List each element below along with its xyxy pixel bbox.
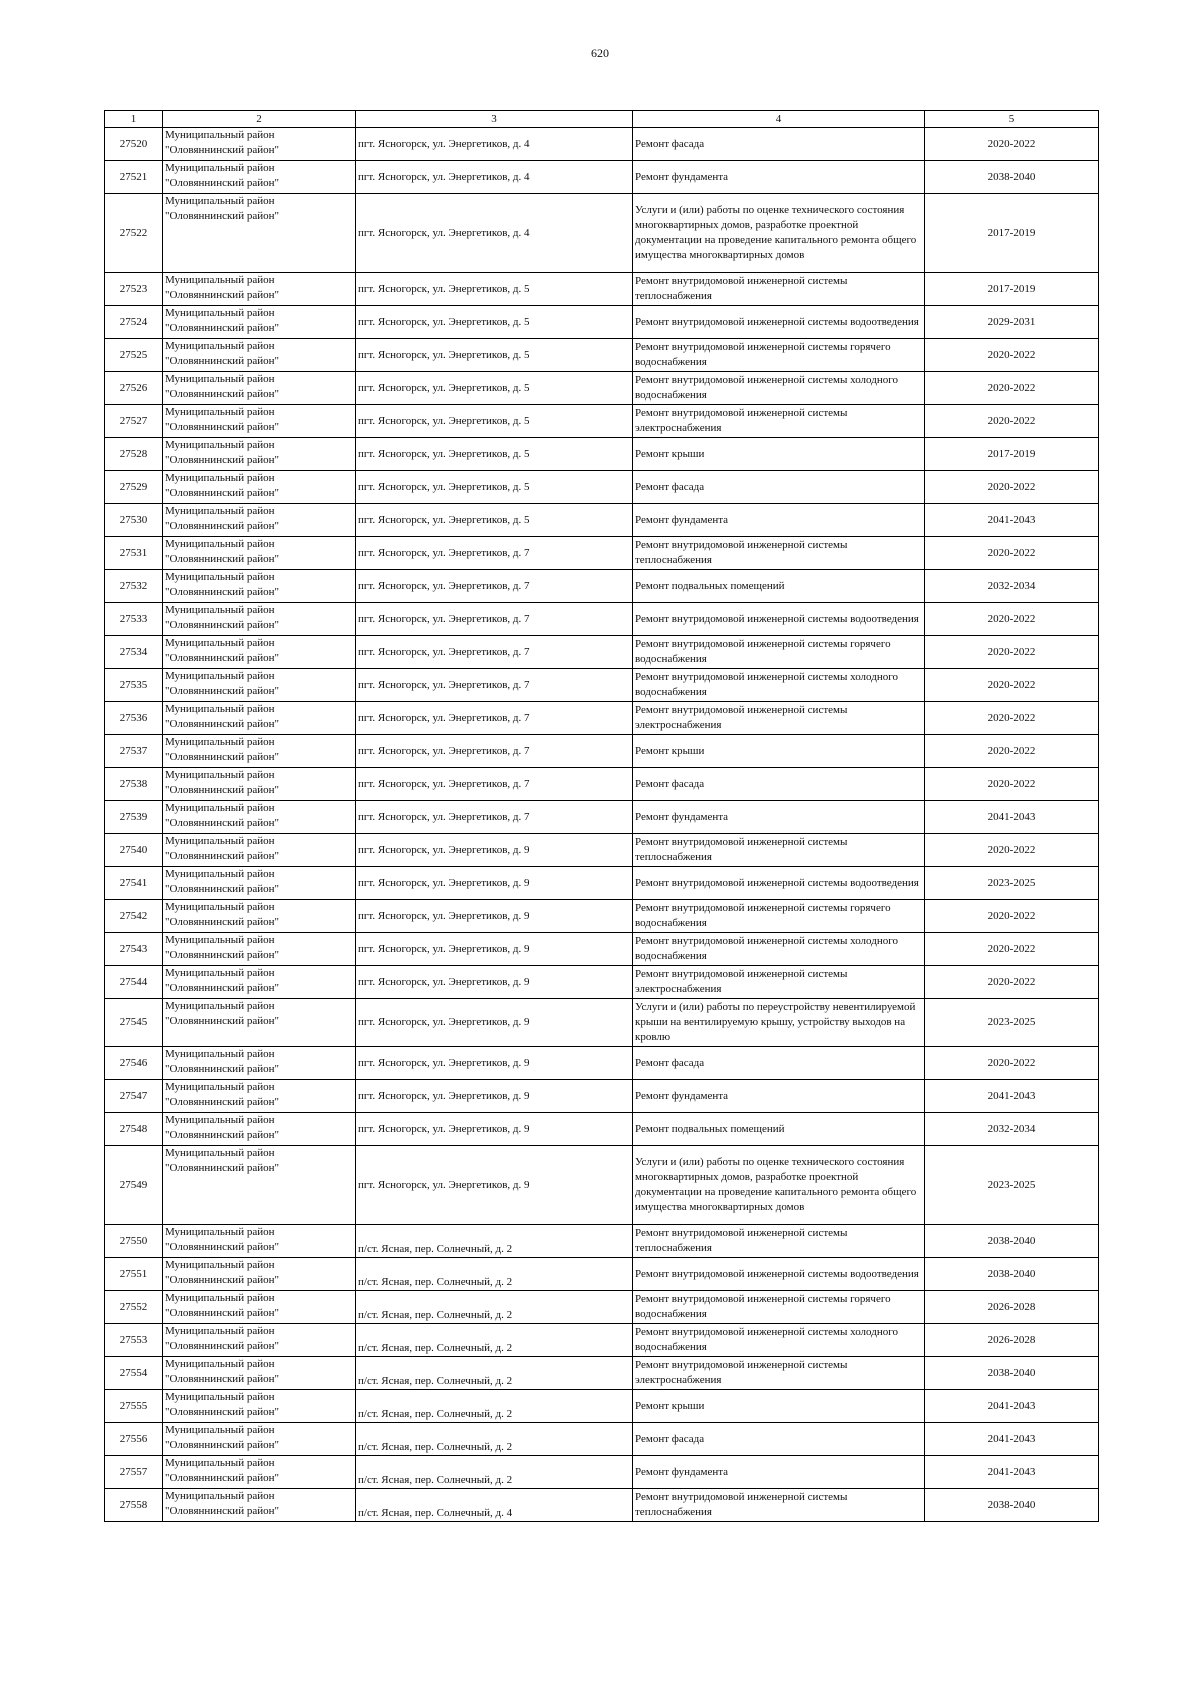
cell-address: п/ст. Ясная, пер. Солнечный, д. 2	[356, 1456, 633, 1489]
cell-number: 27547	[105, 1080, 163, 1113]
cell-municipality: Муниципальный район "Оловяннинский район"	[163, 999, 356, 1047]
table-row	[105, 867, 1099, 900]
cell-municipality: Муниципальный район "Оловяннинский район"	[163, 1113, 356, 1146]
cell-number: 27538	[105, 768, 163, 801]
table-row	[105, 471, 1099, 504]
cell-work-type: Ремонт внутридомовой инженерной системы горячего водоснабжения	[633, 339, 925, 372]
cell-period: 2032-2034	[925, 570, 1099, 603]
cell-address: пгт. Ясногорск, ул. Энергетиков, д. 7	[356, 603, 633, 636]
cell-period: 2020-2022	[925, 372, 1099, 405]
cell-address: пгт. Ясногорск, ул. Энергетиков, д. 9	[356, 1047, 633, 1080]
table-row	[105, 801, 1099, 834]
cell-address: п/ст. Ясная, пер. Солнечный, д. 2	[356, 1423, 633, 1456]
cell-number: 27546	[105, 1047, 163, 1080]
cell-address: пгт. Ясногорск, ул. Энергетиков, д. 5	[356, 405, 633, 438]
column-header: 4	[633, 111, 925, 128]
cell-period: 2023-2025	[925, 867, 1099, 900]
table-row	[105, 1080, 1099, 1113]
cell-period: 2020-2022	[925, 834, 1099, 867]
cell-address: пгт. Ясногорск, ул. Энергетиков, д. 5	[356, 273, 633, 306]
cell-period: 2017-2019	[925, 438, 1099, 471]
cell-municipality: Муниципальный район "Оловяннинский район"	[163, 570, 356, 603]
table-row	[105, 339, 1099, 372]
table-row	[105, 372, 1099, 405]
cell-address: пгт. Ясногорск, ул. Энергетиков, д. 5	[356, 471, 633, 504]
cell-address: пгт. Ясногорск, ул. Энергетиков, д. 7	[356, 735, 633, 768]
cell-address: пгт. Ясногорск, ул. Энергетиков, д. 9	[356, 966, 633, 999]
page-number: 620	[591, 46, 609, 60]
cell-work-type: Ремонт внутридомовой инженерной системы холодного водоснабжения	[633, 1324, 925, 1357]
cell-address: пгт. Ясногорск, ул. Энергетиков, д. 5	[356, 339, 633, 372]
cell-municipality: Муниципальный район "Оловяннинский район"	[163, 1390, 356, 1423]
cell-work-type: Ремонт фасада	[633, 768, 925, 801]
cell-municipality: Муниципальный район "Оловяннинский район"	[163, 405, 356, 438]
cell-work-type: Ремонт крыши	[633, 438, 925, 471]
cell-number: 27531	[105, 537, 163, 570]
cell-number: 27527	[105, 405, 163, 438]
table-row	[105, 1258, 1099, 1291]
cell-work-type: Ремонт внутридомовой инженерной системы теплоснабжения	[633, 834, 925, 867]
cell-municipality: Муниципальный район "Оловяннинский район"	[163, 702, 356, 735]
cell-number: 27520	[105, 128, 163, 161]
cell-number: 27548	[105, 1113, 163, 1146]
table-row	[105, 1146, 1099, 1225]
table-row	[105, 570, 1099, 603]
cell-work-type: Ремонт внутридомовой инженерной системы водоотведения	[633, 603, 925, 636]
cell-municipality: Муниципальный район "Оловяннинский район"	[163, 933, 356, 966]
cell-number: 27555	[105, 1390, 163, 1423]
cell-period: 2041-2043	[925, 1080, 1099, 1113]
cell-number: 27545	[105, 999, 163, 1047]
cell-work-type: Ремонт внутридомовой инженерной системы холодного водоснабжения	[633, 933, 925, 966]
cell-work-type: Ремонт фундамента	[633, 1080, 925, 1113]
table-row	[105, 405, 1099, 438]
cell-number: 27551	[105, 1258, 163, 1291]
cell-address: пгт. Ясногорск, ул. Энергетиков, д. 7	[356, 537, 633, 570]
table-row	[105, 1357, 1099, 1390]
cell-municipality: Муниципальный район "Оловяннинский район"	[163, 194, 356, 273]
table-row	[105, 702, 1099, 735]
cell-number: 27543	[105, 933, 163, 966]
cell-period: 2041-2043	[925, 801, 1099, 834]
cell-period: 2023-2025	[925, 1146, 1099, 1225]
cell-work-type: Ремонт подвальных помещений	[633, 1113, 925, 1146]
cell-work-type: Ремонт внутридомовой инженерной системы водоотведения	[633, 867, 925, 900]
cell-address: пгт. Ясногорск, ул. Энергетиков, д. 9	[356, 834, 633, 867]
cell-work-type: Ремонт внутридомовой инженерной системы горячего водоснабжения	[633, 1291, 925, 1324]
cell-work-type: Ремонт внутридомовой инженерной системы теплоснабжения	[633, 1489, 925, 1522]
cell-number: 27554	[105, 1357, 163, 1390]
cell-number: 27523	[105, 273, 163, 306]
cell-work-type: Ремонт крыши	[633, 1390, 925, 1423]
cell-number: 27525	[105, 339, 163, 372]
cell-period: 2041-2043	[925, 1423, 1099, 1456]
cell-municipality: Муниципальный район "Оловяннинский район"	[163, 735, 356, 768]
table-row	[105, 1489, 1099, 1522]
cell-work-type: Услуги и (или) работы по оценке технического состояния многоквартирных домов, разработке проектной документации на проведение капитального ремонта общего имущества многоквартирных домов	[633, 194, 925, 273]
cell-municipality: Муниципальный район "Оловяннинский район"	[163, 1423, 356, 1456]
cell-municipality: Муниципальный район "Оловяннинский район"	[163, 603, 356, 636]
cell-municipality: Муниципальный район "Оловяннинский район"	[163, 1146, 356, 1225]
cell-number: 27528	[105, 438, 163, 471]
cell-number: 27530	[105, 504, 163, 537]
cell-number: 27536	[105, 702, 163, 735]
cell-work-type: Ремонт фундамента	[633, 1456, 925, 1489]
cell-period: 2020-2022	[925, 933, 1099, 966]
table-row	[105, 128, 1099, 161]
cell-number: 27535	[105, 669, 163, 702]
cell-number: 27556	[105, 1423, 163, 1456]
capital-repair-table	[104, 110, 1099, 1522]
cell-period: 2020-2022	[925, 735, 1099, 768]
table-row	[105, 636, 1099, 669]
table-row	[105, 768, 1099, 801]
cell-number: 27549	[105, 1146, 163, 1225]
cell-address: пгт. Ясногорск, ул. Энергетиков, д. 7	[356, 801, 633, 834]
cell-address: пгт. Ясногорск, ул. Энергетиков, д. 9	[356, 900, 633, 933]
cell-municipality: Муниципальный район "Оловяннинский район"	[163, 1357, 356, 1390]
cell-work-type: Ремонт фасада	[633, 1047, 925, 1080]
cell-municipality: Муниципальный район "Оловяннинский район"	[163, 966, 356, 999]
cell-address: пгт. Ясногорск, ул. Энергетиков, д. 4	[356, 194, 633, 273]
cell-number: 27539	[105, 801, 163, 834]
cell-work-type: Ремонт внутридомовой инженерной системы электроснабжения	[633, 702, 925, 735]
table-row	[105, 537, 1099, 570]
cell-work-type: Ремонт внутридомовой инженерной системы горячего водоснабжения	[633, 636, 925, 669]
cell-period: 2020-2022	[925, 128, 1099, 161]
cell-work-type: Ремонт фасада	[633, 128, 925, 161]
table-row	[105, 1047, 1099, 1080]
cell-number: 27522	[105, 194, 163, 273]
cell-number: 27533	[105, 603, 163, 636]
table-row	[105, 603, 1099, 636]
cell-period: 2026-2028	[925, 1291, 1099, 1324]
cell-municipality: Муниципальный район "Оловяннинский район"	[163, 504, 356, 537]
cell-municipality: Муниципальный район "Оловяннинский район"	[163, 1324, 356, 1357]
cell-period: 2041-2043	[925, 1456, 1099, 1489]
cell-period: 2038-2040	[925, 1357, 1099, 1390]
table-row	[105, 834, 1099, 867]
cell-municipality: Муниципальный район "Оловяннинский район"	[163, 1291, 356, 1324]
cell-work-type: Ремонт фундамента	[633, 161, 925, 194]
cell-number: 27557	[105, 1456, 163, 1489]
cell-work-type: Ремонт внутридомовой инженерной системы водоотведения	[633, 306, 925, 339]
cell-period: 2032-2034	[925, 1113, 1099, 1146]
table-row	[105, 1390, 1099, 1423]
cell-address: пгт. Ясногорск, ул. Энергетиков, д. 9	[356, 1146, 633, 1225]
cell-work-type: Услуги и (или) работы по оценке технического состояния многоквартирных домов, разработке проектной документации на проведение капитального ремонта общего имущества многоквартирных домов	[633, 1146, 925, 1225]
cell-address: п/ст. Ясная, пер. Солнечный, д. 2	[356, 1225, 633, 1258]
cell-period: 2020-2022	[925, 339, 1099, 372]
cell-municipality: Муниципальный район "Оловяннинский район"	[163, 537, 356, 570]
cell-work-type: Ремонт внутридомовой инженерной системы электроснабжения	[633, 966, 925, 999]
cell-number: 27550	[105, 1225, 163, 1258]
cell-municipality: Муниципальный район "Оловяннинский район"	[163, 161, 356, 194]
cell-number: 27534	[105, 636, 163, 669]
cell-municipality: Муниципальный район "Оловяннинский район"	[163, 438, 356, 471]
cell-work-type: Ремонт внутридомовой инженерной системы холодного водоснабжения	[633, 669, 925, 702]
cell-period: 2020-2022	[925, 768, 1099, 801]
cell-municipality: Муниципальный район "Оловяннинский район"	[163, 768, 356, 801]
cell-address: пгт. Ясногорск, ул. Энергетиков, д. 5	[356, 306, 633, 339]
cell-number: 27537	[105, 735, 163, 768]
table-row	[105, 504, 1099, 537]
cell-municipality: Муниципальный район "Оловяннинский район"	[163, 1489, 356, 1522]
cell-work-type: Ремонт фундамента	[633, 801, 925, 834]
cell-work-type: Ремонт внутридомовой инженерной системы электроснабжения	[633, 1357, 925, 1390]
cell-municipality: Муниципальный район "Оловяннинский район"	[163, 636, 356, 669]
cell-address: п/ст. Ясная, пер. Солнечный, д. 4	[356, 1489, 633, 1522]
cell-work-type: Ремонт внутридомовой инженерной системы электроснабжения	[633, 405, 925, 438]
cell-number: 27526	[105, 372, 163, 405]
cell-work-type: Ремонт внутридомовой инженерной системы водоотведения	[633, 1258, 925, 1291]
cell-address: пгт. Ясногорск, ул. Энергетиков, д. 7	[356, 669, 633, 702]
table-row	[105, 966, 1099, 999]
cell-address: пгт. Ясногорск, ул. Энергетиков, д. 9	[356, 999, 633, 1047]
cell-period: 2020-2022	[925, 405, 1099, 438]
cell-municipality: Муниципальный район "Оловяннинский район"	[163, 372, 356, 405]
cell-period: 2020-2022	[925, 603, 1099, 636]
cell-period: 2026-2028	[925, 1324, 1099, 1357]
cell-number: 27553	[105, 1324, 163, 1357]
cell-municipality: Муниципальный район "Оловяннинский район"	[163, 471, 356, 504]
cell-municipality: Муниципальный район "Оловяннинский район"	[163, 834, 356, 867]
cell-number: 27521	[105, 161, 163, 194]
cell-period: 2020-2022	[925, 636, 1099, 669]
cell-address: пгт. Ясногорск, ул. Энергетиков, д. 7	[356, 570, 633, 603]
table-row	[105, 1456, 1099, 1489]
table-row	[105, 194, 1099, 273]
cell-address: пгт. Ясногорск, ул. Энергетиков, д. 4	[356, 128, 633, 161]
column-header: 1	[105, 111, 163, 128]
cell-period: 2041-2043	[925, 504, 1099, 537]
cell-address: пгт. Ясногорск, ул. Энергетиков, д. 7	[356, 702, 633, 735]
cell-period: 2017-2019	[925, 194, 1099, 273]
cell-work-type: Ремонт фундамента	[633, 504, 925, 537]
table-row	[105, 306, 1099, 339]
cell-number: 27558	[105, 1489, 163, 1522]
table-row	[105, 900, 1099, 933]
cell-address: п/ст. Ясная, пер. Солнечный, д. 2	[356, 1324, 633, 1357]
cell-number: 27532	[105, 570, 163, 603]
table-row	[105, 669, 1099, 702]
cell-municipality: Муниципальный район "Оловяннинский район"	[163, 1258, 356, 1291]
cell-period: 2020-2022	[925, 702, 1099, 735]
cell-address: пгт. Ясногорск, ул. Энергетиков, д. 5	[356, 438, 633, 471]
table-row	[105, 1225, 1099, 1258]
cell-municipality: Муниципальный район "Оловяннинский район"	[163, 339, 356, 372]
cell-municipality: Муниципальный район "Оловяннинский район"	[163, 128, 356, 161]
cell-work-type: Ремонт внутридомовой инженерной системы холодного водоснабжения	[633, 372, 925, 405]
cell-municipality: Муниципальный район "Оловяннинский район"	[163, 1456, 356, 1489]
column-header: 2	[163, 111, 356, 128]
table-row	[105, 1113, 1099, 1146]
cell-municipality: Муниципальный район "Оловяннинский район"	[163, 1225, 356, 1258]
cell-period: 2038-2040	[925, 1489, 1099, 1522]
cell-municipality: Муниципальный район "Оловяннинский район"	[163, 867, 356, 900]
cell-period: 2017-2019	[925, 273, 1099, 306]
table-row	[105, 438, 1099, 471]
table-row	[105, 933, 1099, 966]
column-header: 3	[356, 111, 633, 128]
cell-address: пгт. Ясногорск, ул. Энергетиков, д. 5	[356, 372, 633, 405]
cell-period: 2038-2040	[925, 1225, 1099, 1258]
table-row	[105, 735, 1099, 768]
cell-period: 2020-2022	[925, 966, 1099, 999]
cell-address: пгт. Ясногорск, ул. Энергетиков, д. 9	[356, 867, 633, 900]
cell-period: 2038-2040	[925, 1258, 1099, 1291]
cell-municipality: Муниципальный район "Оловяннинский район"	[163, 669, 356, 702]
cell-municipality: Муниципальный район "Оловяннинский район"	[163, 273, 356, 306]
cell-period: 2020-2022	[925, 669, 1099, 702]
cell-number: 27529	[105, 471, 163, 504]
cell-work-type: Ремонт внутридомовой инженерной системы теплоснабжения	[633, 1225, 925, 1258]
cell-address: пгт. Ясногорск, ул. Энергетиков, д. 9	[356, 1080, 633, 1113]
cell-address: пгт. Ясногорск, ул. Энергетиков, д. 9	[356, 933, 633, 966]
cell-period: 2041-2043	[925, 1390, 1099, 1423]
cell-work-type: Ремонт крыши	[633, 735, 925, 768]
cell-number: 27542	[105, 900, 163, 933]
column-header: 5	[925, 111, 1099, 128]
cell-address: п/ст. Ясная, пер. Солнечный, д. 2	[356, 1291, 633, 1324]
cell-number: 27540	[105, 834, 163, 867]
cell-number: 27541	[105, 867, 163, 900]
table-row	[105, 1423, 1099, 1456]
cell-work-type: Услуги и (или) работы по переустройству невентилируемой крыши на вентилируемую крышу, устройству выходов на кровлю	[633, 999, 925, 1047]
cell-municipality: Муниципальный район "Оловяннинский район"	[163, 306, 356, 339]
cell-period: 2020-2022	[925, 537, 1099, 570]
cell-work-type: Ремонт фасада	[633, 471, 925, 504]
cell-period: 2020-2022	[925, 471, 1099, 504]
cell-municipality: Муниципальный район "Оловяннинский район"	[163, 900, 356, 933]
cell-period: 2020-2022	[925, 1047, 1099, 1080]
cell-work-type: Ремонт внутридомовой инженерной системы теплоснабжения	[633, 537, 925, 570]
cell-address: п/ст. Ясная, пер. Солнечный, д. 2	[356, 1357, 633, 1390]
cell-number: 27524	[105, 306, 163, 339]
cell-period: 2020-2022	[925, 900, 1099, 933]
cell-number: 27544	[105, 966, 163, 999]
cell-address: пгт. Ясногорск, ул. Энергетиков, д. 7	[356, 768, 633, 801]
cell-address: пгт. Ясногорск, ул. Энергетиков, д. 9	[356, 1113, 633, 1146]
table-row	[105, 1324, 1099, 1357]
header-row	[105, 111, 1099, 128]
cell-period: 2029-2031	[925, 306, 1099, 339]
table-row	[105, 161, 1099, 194]
cell-work-type: Ремонт фасада	[633, 1423, 925, 1456]
cell-municipality: Муниципальный район "Оловяннинский район"	[163, 801, 356, 834]
cell-period: 2023-2025	[925, 999, 1099, 1047]
cell-work-type: Ремонт внутридомовой инженерной системы горячего водоснабжения	[633, 900, 925, 933]
cell-work-type: Ремонт подвальных помещений	[633, 570, 925, 603]
cell-address: п/ст. Ясная, пер. Солнечный, д. 2	[356, 1390, 633, 1423]
cell-period: 2038-2040	[925, 161, 1099, 194]
table-row	[105, 999, 1099, 1047]
table-row	[105, 1291, 1099, 1324]
cell-address: пгт. Ясногорск, ул. Энергетиков, д. 5	[356, 504, 633, 537]
cell-address: пгт. Ясногорск, ул. Энергетиков, д. 7	[356, 636, 633, 669]
cell-address: п/ст. Ясная, пер. Солнечный, д. 2	[356, 1258, 633, 1291]
cell-address: пгт. Ясногорск, ул. Энергетиков, д. 4	[356, 161, 633, 194]
cell-work-type: Ремонт внутридомовой инженерной системы теплоснабжения	[633, 273, 925, 306]
cell-municipality: Муниципальный район "Оловяннинский район"	[163, 1080, 356, 1113]
cell-number: 27552	[105, 1291, 163, 1324]
cell-municipality: Муниципальный район "Оловяннинский район"	[163, 1047, 356, 1080]
table-row	[105, 273, 1099, 306]
